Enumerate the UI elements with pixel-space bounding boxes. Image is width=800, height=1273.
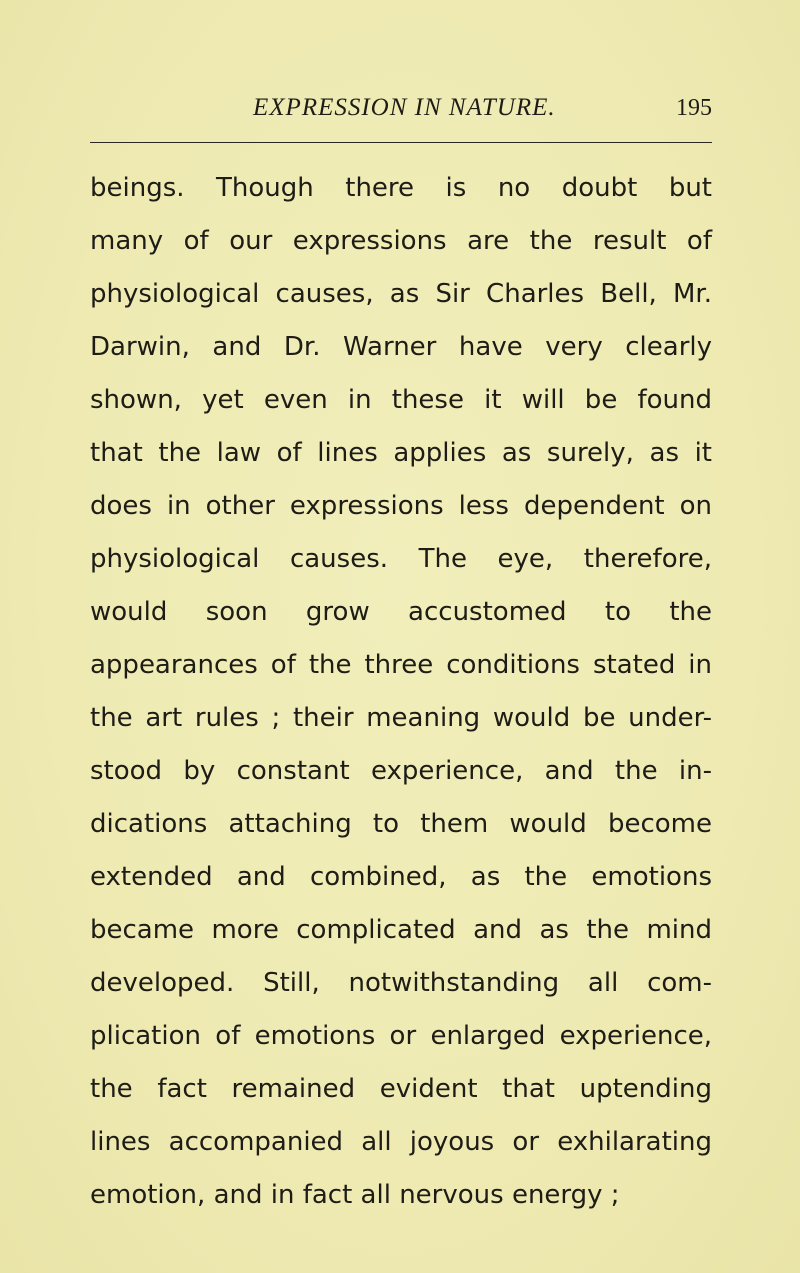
running-head <box>90 94 712 134</box>
text-line: physiological causes. The eye, therefore, <box>90 544 712 574</box>
text-line: does in other expressions less dependent on <box>90 491 712 521</box>
header-rule <box>90 142 712 143</box>
text-line: Darwin, and Dr. Warner have very clearly <box>90 332 712 362</box>
text-line: that the law of lines applies as surely, as it <box>90 438 712 468</box>
text-line: appearances of the three conditions stated in <box>90 650 712 680</box>
text-line: the fact remained evident that uptending <box>90 1074 712 1104</box>
text-line: dications attaching to them would become <box>90 809 712 839</box>
text-line: stood by constant experience, and the in- <box>90 756 712 786</box>
text-line: extended and combined, as the emotions <box>90 862 712 892</box>
text-line: the art rules ; their meaning would be under- <box>90 703 712 733</box>
running-title: EXPRESSION IN NATURE. <box>253 94 556 121</box>
text-line: became more complicated and as the mind <box>90 915 712 945</box>
text-line: developed. Still, notwithstanding all com- <box>90 968 712 998</box>
text-line: physiological causes, as Sir Charles Bell, Mr. <box>90 279 712 309</box>
text-line: shown, yet even in these it will be found <box>90 385 712 415</box>
text-line: would soon grow accustomed to the <box>90 597 712 627</box>
text-line: plication of emotions or enlarged experience, <box>90 1021 712 1051</box>
page-number: 195 <box>676 95 712 121</box>
text-line: lines accompanied all joyous or exhilarating <box>90 1127 712 1157</box>
body-text <box>90 162 712 1222</box>
text-line: many of our expressions are the result of <box>90 226 712 256</box>
text-line: beings. Though there is no doubt but <box>90 173 712 203</box>
text-line: emotion, and in fact all nervous energy ; <box>90 1180 620 1210</box>
